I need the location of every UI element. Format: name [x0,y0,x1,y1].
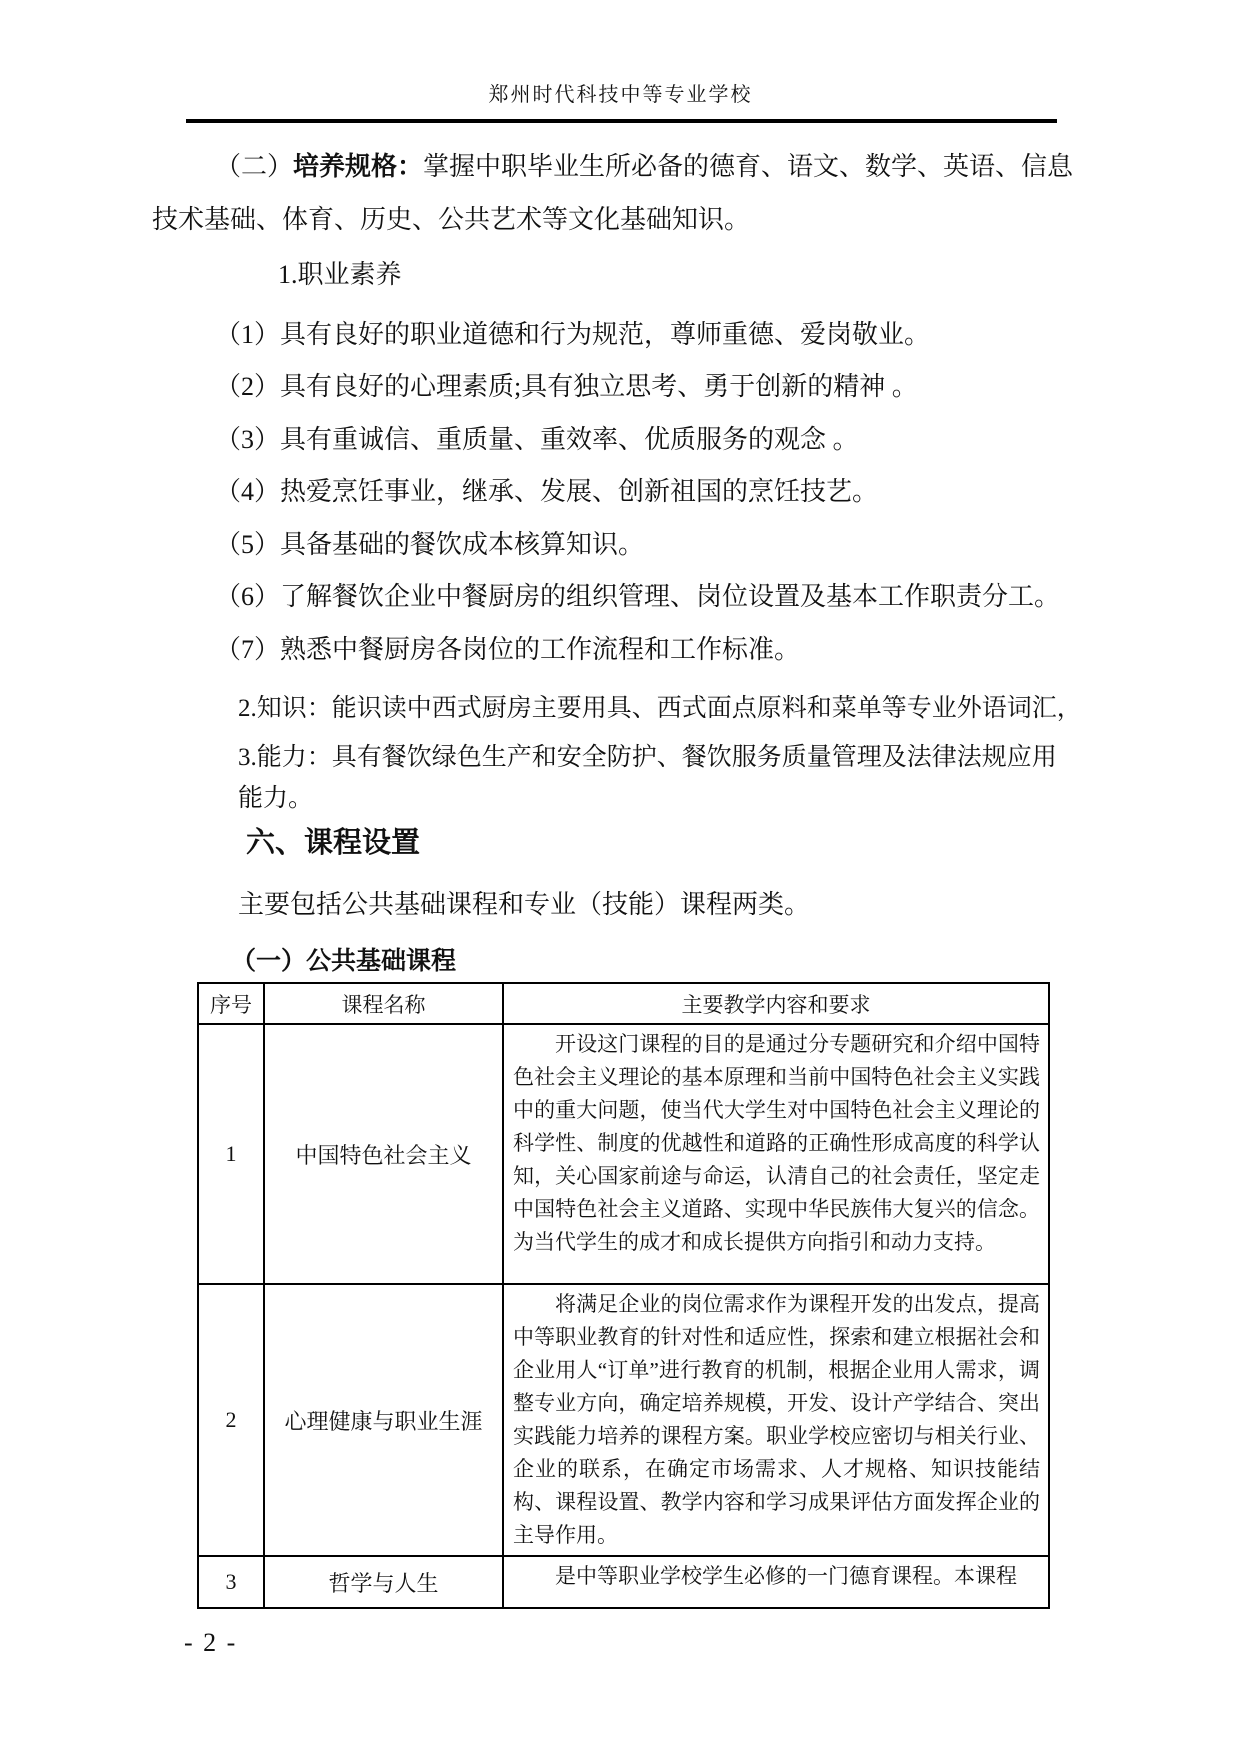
para-emphasis: 培养规格： [293,152,424,181]
row-index: 2 [198,1284,264,1556]
course-name: 心理健康与职业生涯 [264,1284,503,1556]
section-intro: 主要包括公共基础课程和专业（技能）课程两类。 [238,890,811,919]
section-heading-curriculum: 六、课程设置 [246,827,421,859]
table-row [198,1556,1049,1608]
course-content: 将满足企业的岗位需求作为课程开发的出发点，提高中等职业教育的针对性和适应性，探索和建立根据社会和企业用人“订单”进行教育的机制，根据企业用人需求，调整专业方向，确定培养规模，开发、设计产学结合、突出实践能力培养的课程方案。职业学校应密切与相关行业、企业的联系，在确定市场需求、人才规格、知识技能结构、课程设置、教学内容和学习成果评估方面发挥企业的主导作用。 [503,1284,1049,1556]
course-table [197,982,1050,1609]
quality-item-5: （5）具备基础的餐饮成本核算知识。 [215,530,645,559]
course-table-header-row [198,983,1049,1024]
page-header-school-name: 郑州时代科技中等专业学校 [488,84,753,106]
course-content: 是中等职业学校学生必修的一门德育课程。本课程 [503,1556,1049,1608]
quality-item-3: （3）具有重诚信、重质量、重效率、优质服务的观念 。 [215,425,859,454]
quality-item-1: （1）具有良好的职业道德和行为规范，尊师重德、爱岗敬业。 [215,320,931,349]
subsection-heading-public-basic: （一）公共基础课程 [231,947,457,975]
ability-line-1: 3.能力：具有餐饮绿色生产和安全防护、餐饮服务质量管理及法律法规应用 [238,744,1057,771]
course-content: 开设这门课程的目的是通过分专题研究和介绍中国特色社会主义理论的基本原理和当前中国特色社会主义实践中的重大问题，使当代大学生对中国特色社会主义理论的科学性、制度的优越性和道路的正确性形成高度的科学认知，关心国家前途与命运，认清自己的社会责任，坚定走中国特色社会主义道路、实现中华民族伟大复兴的信念。为当代学生的成才和成长提供方向指引和动力支持。 [503,1024,1049,1284]
ability-line-2: 能力。 [238,785,314,812]
quality-item-6: （6）了解餐饮企业中餐厨房的组织管理、岗位设置及基本工作职责分工。 [215,582,1061,611]
quality-heading: 1.职业素养 [278,260,402,289]
row-index: 1 [198,1024,264,1284]
course-name: 中国特色社会主义 [264,1024,503,1284]
page-number: - 2 - [184,1628,238,1657]
knowledge-line: 2.知识：能识读中西式厨房主要用具、西式面点原料和菜单等专业外语词汇， [238,695,1082,722]
para-training-spec-line2: 技术基础、体育、历史、公共艺术等文化基础知识。 [152,205,751,234]
row-index: 3 [198,1556,264,1608]
col-header-content: 主要教学内容和要求 [503,983,1049,1024]
course-name: 哲学与人生 [264,1556,503,1608]
para-prefix: （二） [215,152,294,181]
table-row [198,1284,1049,1556]
quality-item-2: （2）具有良好的心理素质;具有独立思考、勇于创新的精神 。 [215,372,918,401]
quality-item-4: （4）热爱烹饪事业，继承、发展、创新祖国的烹饪技艺。 [215,477,879,506]
header-rule [186,119,1057,123]
col-header-course-name: 课程名称 [264,983,503,1024]
para-training-spec [215,150,1073,184]
para-text: 掌握中职毕业生所必备的德育、语文、数学、英语、信息 [423,152,1074,181]
col-header-index: 序号 [198,983,264,1024]
quality-item-7: （7）熟悉中餐厨房各岗位的工作流程和工作标准。 [215,635,801,664]
table-row [198,1024,1049,1284]
